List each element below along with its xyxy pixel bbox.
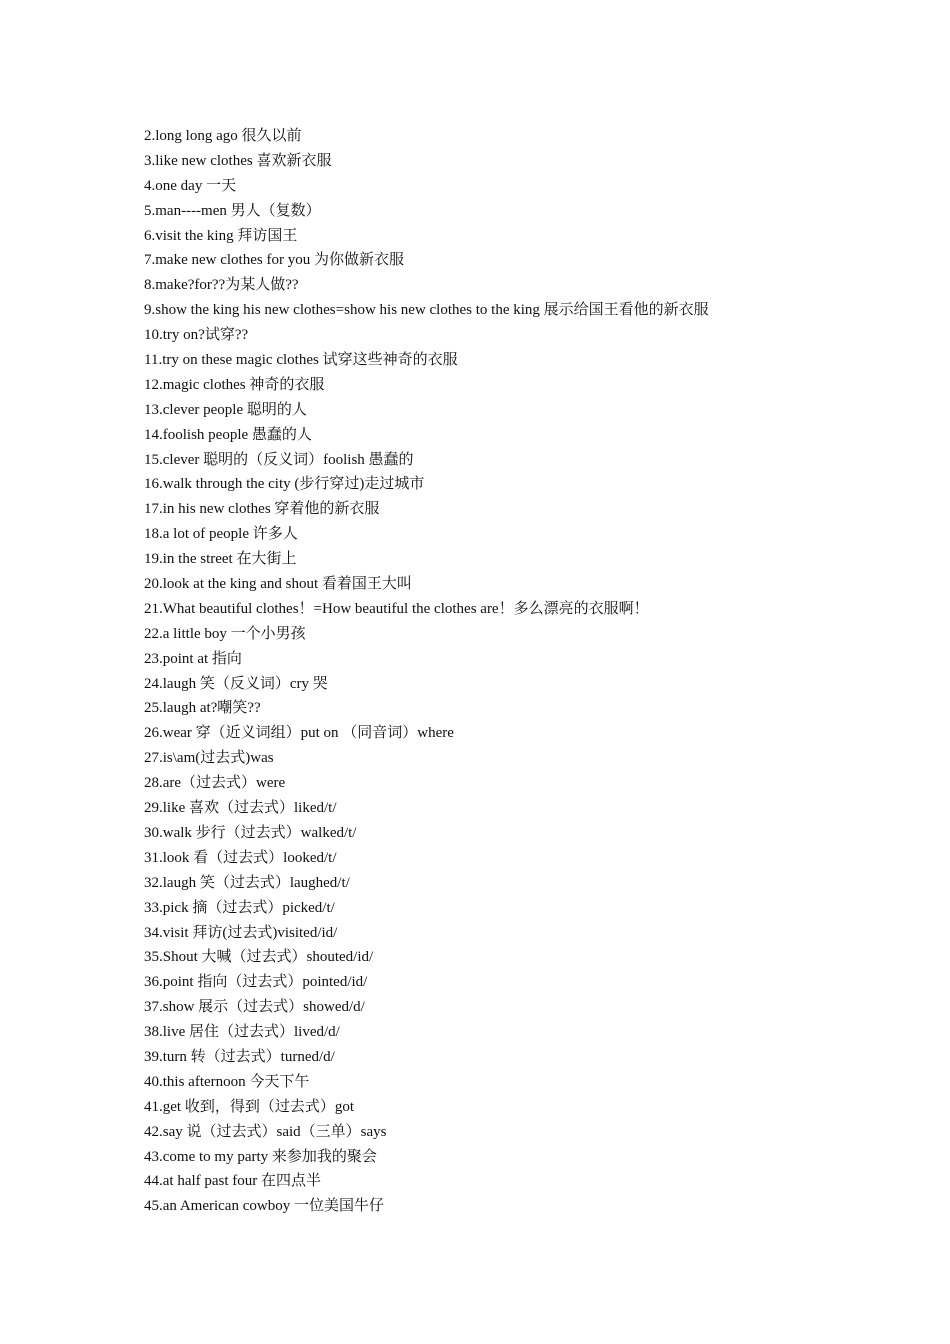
list-item: 17.in his new clothes 穿着他的新衣服 xyxy=(144,501,380,518)
list-item: 22.a little boy 一个小男孩 xyxy=(144,625,306,642)
list-item: 23.point at 指向 xyxy=(144,650,242,667)
list-item: 16.walk through the city (步行穿过)走过城市 xyxy=(144,476,425,493)
vocabulary-list xyxy=(144,124,904,1219)
list-item: 2.long long ago 很久以前 xyxy=(144,128,302,144)
list-item: 39.turn 转（过去式）turned/d/ xyxy=(144,1048,335,1065)
list-item: 31.look 看（过去式）looked/t/ xyxy=(144,849,337,866)
list-item: 3.like new clothes 喜欢新衣服 xyxy=(144,152,332,169)
list-item: 20.look at the king and shout 看着国王大叫 xyxy=(144,576,412,593)
list-item: 33.pick 摘（过去式）picked/t/ xyxy=(144,899,335,916)
list-item: 37.show 展示（过去式）showed/d/ xyxy=(144,999,365,1016)
list-item: 38.live 居住（过去式）lived/d/ xyxy=(144,1024,340,1041)
list-item: 8.make?for??为某人做?? xyxy=(144,277,299,294)
list-item: 43.come to my party 来参加我的聚会 xyxy=(144,1148,377,1165)
list-item: 26.wear 穿（近义词组）put on （同音词）where xyxy=(144,725,454,742)
list-item: 32.laugh 笑（过去式）laughed/t/ xyxy=(144,874,350,891)
list-item: 35.Shout 大喊（过去式）shouted/id/ xyxy=(144,949,374,966)
list-item: 30.walk 步行（过去式）walked/t/ xyxy=(144,824,357,841)
list-item: 12.magic clothes 神奇的衣服 xyxy=(144,376,325,393)
list-item: 41.get 收到，得到（过去式）got xyxy=(144,1098,354,1115)
list-item: 34.visit 拜访(过去式)visited/id/ xyxy=(144,924,338,941)
list-item: 24.laugh 笑（反义词）cry 哭 xyxy=(144,675,328,692)
list-item: 40.this afternoon 今天下午 xyxy=(144,1073,310,1090)
list-item: 18.a lot of people 许多人 xyxy=(144,526,298,543)
list-item: 9.show the king his new clothes=show his new clothes to the king 展示给国王看他的新衣服 xyxy=(144,302,709,319)
list-item: 44.at half past four 在四点半 xyxy=(144,1173,322,1190)
list-item: 13.clever people 聪明的人 xyxy=(144,401,307,418)
list-item: 27.is\am(过去式)was xyxy=(144,750,274,767)
list-item: 45.an American cowboy 一位美国牛仔 xyxy=(144,1198,384,1215)
list-item: 7.make new clothes for you 为你做新衣服 xyxy=(144,252,404,269)
list-item: 36.point 指向（过去式）pointed/id/ xyxy=(144,974,368,991)
list-item: 11.try on these magic clothes 试穿这些神奇的衣服 xyxy=(144,352,458,369)
list-item: 14.foolish people 愚蠢的人 xyxy=(144,426,312,443)
list-item: 10.try on?试穿?? xyxy=(144,327,249,344)
list-item: 42.say 说（过去式）said（三单）says xyxy=(144,1123,387,1140)
list-item: 5.man----men 男人（复数） xyxy=(144,202,321,219)
list-item: 28.are（过去式）were xyxy=(144,775,286,792)
list-item: 6.visit the king 拜访国王 xyxy=(144,227,298,244)
list-item: 29.like 喜欢（过去式）liked/t/ xyxy=(144,800,337,817)
list-item: 25.laugh at?嘲笑?? xyxy=(144,700,261,717)
list-item: 4.one day 一天 xyxy=(144,177,237,194)
list-item: 19.in the street 在大街上 xyxy=(144,551,297,568)
list-item: 15.clever 聪明的（反义词）foolish 愚蠢的 xyxy=(144,451,414,468)
list-item: 21.What beautiful clothes！=How beautiful the clothes are！多么漂亮的衣服啊！ xyxy=(144,600,649,617)
